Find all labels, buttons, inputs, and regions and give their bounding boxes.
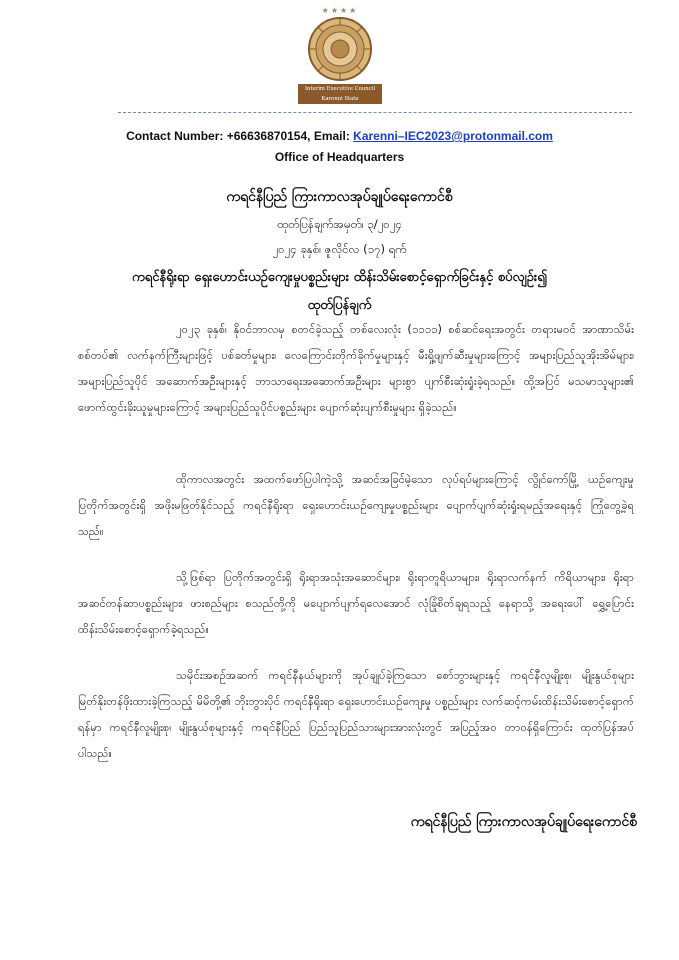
paragraph-3: သို့ဖြစ်ရာ ပြတိုက်အတွင်းရှိ ရိုးရာအသုံးအဆောင်များ၊ ရိုးရာတူရိယာများ၊ ရိုးရာလက်နက် ကိရိယာများ၊ ရိုးရာအဆင်တန်ဆာပစ္စည်းများ၊ ဖားစည်များ စသည်တို့ကို မပျောက်ပျက်ရလေအောင် လုံခြုံစိတ်ချရသည့် နေရာသို့ အရေးပေါ် ရွှေ့ပြောင်း ထိန်းသိမ်းစောင့်ရှောက်ခဲ့ရသည်။ [78, 570, 634, 636]
paragraph-1: ၂၀၂၃ ခုနှစ်၊ နိုဝင်ဘာလမှ စတင်ခဲ့သည့် တစ်လေးလုံး (၁၁၁၁) စစ်ဆင်ရေးအတွင်း တရားမဝင် အာဏာသိမ်းစစ်တပ်၏ လက်နက်ကြီးများဖြင့် ပစ်ခတ်မှုများ၊ လေကြောင်းတိုက်ခိုက်မှုများနှင့် မီးရှို့ဖျက်ဆီးမှုများကြောင့် အများပြည်သူအိုးအိမ်များ၊ အများပြည်သူပိုင် အဆောက်အဦးများနှင့် ဘာသာရေးအဆောက်အဦးများ များစွာ ပျက်စီးဆုံးရှုံးခဲ့ရသည်။ ထို့အပြင် မသမာသူများ၏ ဖောက်ထွင်းခိုးယူမှုများကြောင့် အများပြည်သူပိုင်ပစ္စည်းများ ပျောက်ဆုံးပျက်စီးမှုများ ရှိခဲ့သည်။ [78, 322, 634, 414]
statement-title: ကရင်နီရိုးရာ ရှေးဟောင်းယဉ်ကျေးမှုပစ္စည်းများ ထိန်းသိမ်းစောင့်ရှောက်ခြင်းနှင့် စပ်လျဉ်း၍ [132, 270, 547, 285]
statement-title-line2: ထုတ်ပြန်ချက် [307, 298, 372, 313]
logo-banner-line1: Interim Executive Council [304, 86, 376, 92]
organization-title: ကရင်နီပြည် ကြားကာလအုပ်ချုပ်ရေးကောင်စီ [226, 189, 453, 205]
statement-date: ၂၀၂၄ ခုနှစ်၊ ဇူလိုင်လ (၁၇) ရက် [272, 242, 407, 256]
office-name: Office of Headquarters [274, 150, 405, 164]
signature-block: ကရင်နီပြည် ကြားကာလအုပ်ချုပ်ရေးကောင်စီ [410, 814, 637, 830]
logo-banner [298, 84, 382, 104]
logo-banner-line2: Karenni State [321, 96, 359, 102]
statement-number: ထုတ်ပြန်ချက်အမှတ်၊ ၃/၂၀၂၄ [277, 217, 402, 231]
paragraph-4: သမိုင်းအစဉ်အဆက် ကရင်နီနယ်များကို အုပ်ချုပ်ခဲ့ကြသော စော်ဘွားများနှင့် ကရင်နီလူမျိုးစု၊ မျိုးနွယ်စုများ မြတ်နိုးတန်ဖိုးထားခဲ့ကြသည့် မိမိတို့၏ ဘိုးဘွားပိုင် ကရင်နီရိုးရာ ရှေးဟောင်းယဉ်ကျေးမှု ပစ္စည်းများ လက်ဆင့်ကမ်းထိန်းသိမ်းစောင့်ရှောက်ရန်မှာ ကရင်နီလူမျိုးစု၊ မျိုးနွယ်စုများနှင့် ကရင်နီပြည် ပြည်သူပြည်သားများအားလုံးတွင် အပြည့်အဝ တာဝန်ရှိကြောင်း ထုတ်ပြန်အပ်ပါသည်။ [78, 668, 634, 760]
email-link[interactable]: Karenni–IEC2023@protonmail.com [353, 129, 553, 143]
council-logo [294, 6, 386, 106]
paragraph-2: ထိုကာလအတွင်း အထက်ဖော်ပြပါကဲ့သို့ အဆင်အခြင်မဲ့သော လုပ်ရပ်များကြောင့် လွိုင်ကော်မြို့ ယဉ်ကျေးမှုပြတိုက်အတွင်းရှိ အဖိုးမဖြတ်နိုင်သည့် ကရင်နီရိုးရာ ရှေးဟောင်းယဉ်ကျေးမှုပစ္စည်းများ ပျောက်ပျက်ဆုံးရှုံးရမည့်အရေးနှင့် ကြုံတွေ့ခဲ့ရသည်။ [78, 472, 634, 538]
contact-prefix: Contact Number: +66636870154, Email: [126, 129, 354, 143]
emblem-icon [307, 16, 373, 82]
contact-line [0, 129, 679, 143]
header-separator [118, 112, 632, 113]
logo-stars: ★★★★ [321, 6, 359, 15]
